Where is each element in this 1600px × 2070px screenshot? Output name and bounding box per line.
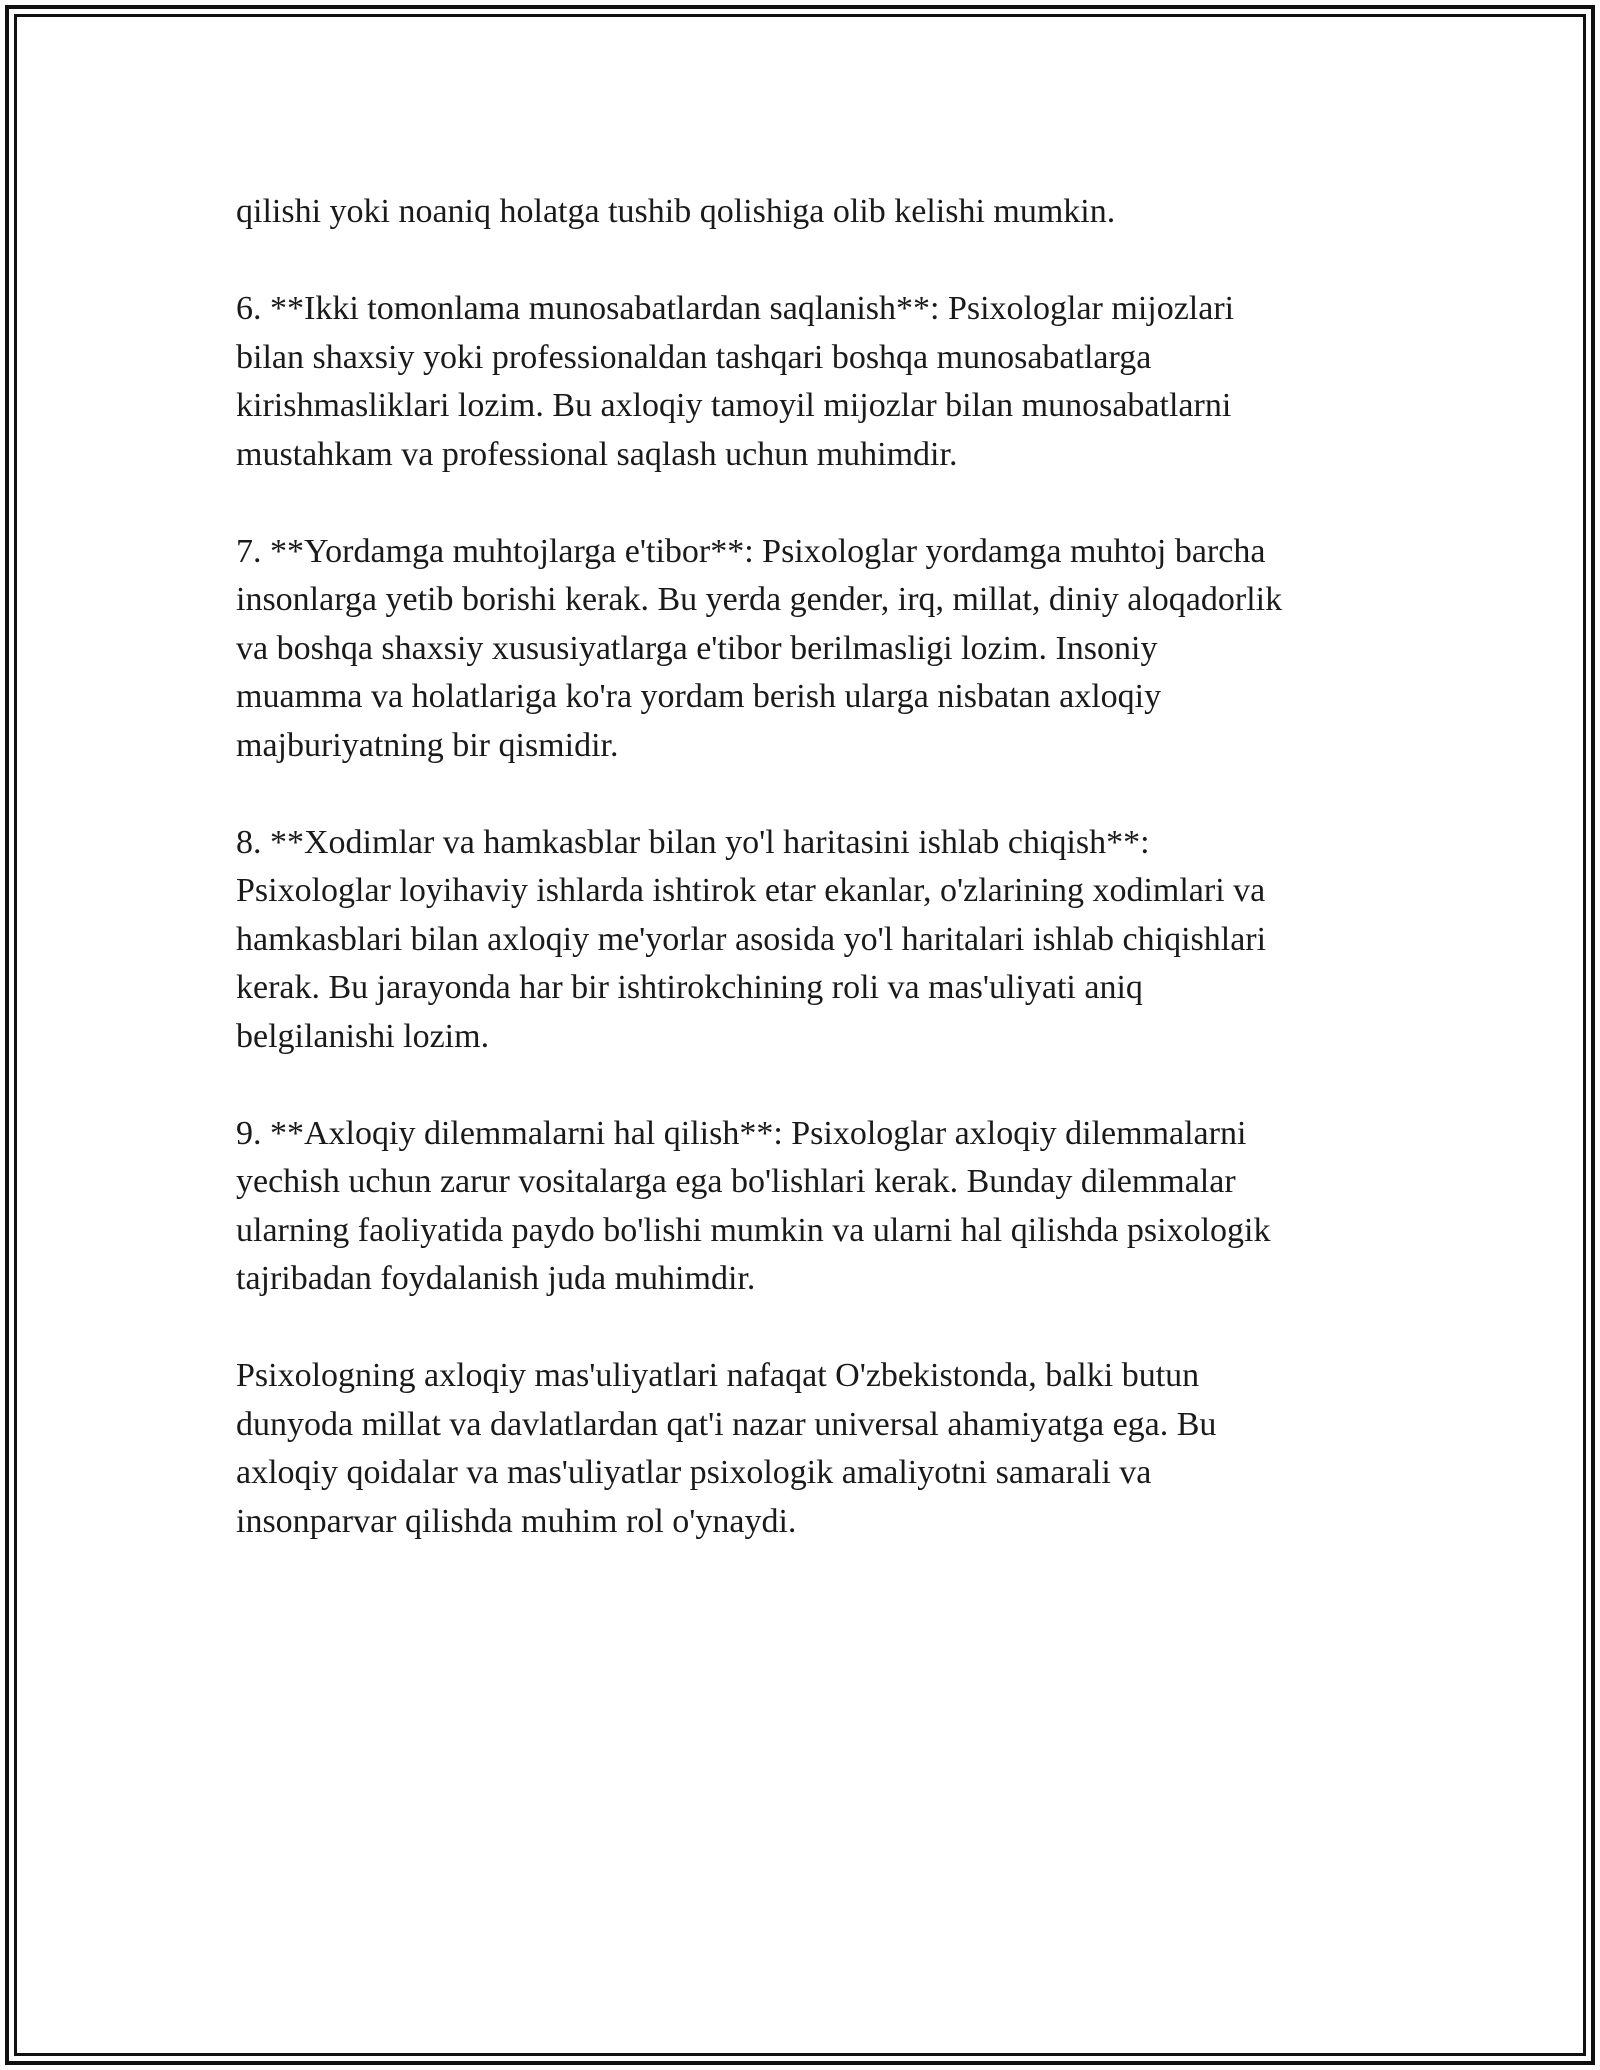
paragraph-item-8: 8. **Xodimlar va hamkasblar bilan yo'l haritasini ishlab chiqish**: Psixologlar loyihaviy ishlarda ishtirok etar ekanlar, o'zlarining xodimlari va hamkasblari bilan axloqiy me'yorlar asosida yo'l haritalari ishlab chiqishlari kerak. Bu jarayonda har bir ishtirokchining roli va mas'uliyati aniq belgilanishi lozim. <box>236 823 1267 1055</box>
paragraph-conclusion: Psixologning axloqiy mas'uliyatlari nafaqat O'zbekistonda, balki butun dunyoda millat va davlatlardan qat'i nazar universal ahamiyatga ega. Bu axloqiy qoidalar va mas'uliyatlar psixologik amaliyotni samarali va insonparvar qilishda muhim rol o'ynaydi. <box>236 1357 1217 1540</box>
paragraph-continuation: qilishi yoki noaniq holatga tushib qolishiga olib kelishi mumkin. <box>236 193 1116 230</box>
paragraph-item-7: 7. **Yordamga muhtojlarga e'tibor**: Psixologlar yordamga muhtoj barcha insonlarga yetib borishi kerak. Bu yerda gender, irq, millat, diniy aloqadorlik va boshqa shaxsiy xususiyatlarga e'tibor berilmasligi lozim. Insoniy muamma va holatlariga ko'ra yordam berish ularga nisbatan axloqiy majburiyatning bir qismidir. <box>236 532 1283 764</box>
paragraph-item-9: 9. **Axloqiy dilemmalarni hal qilish**: Psixologlar axloqiy dilemmalarni yechish uchun zarur vositalarga ega bo'lishlari kerak. Bunday dilemmalar ularning faoliyatida paydo bo'lishi mumkin va ularni hal qilishda psixologik tajribadan foydalanish juda muhimdir. <box>236 1114 1271 1298</box>
document-body <box>236 188 1386 1595</box>
paragraph-item-6: 6. **Ikki tomonlama munosabatlardan saqlanish**: Psixologlar mijozlari bilan shaxsiy yoki professionaldan tashqari boshqa munosabatlarga kirishmasliklari lozim. Bu axloqiy tamoyil mijozlar bilan munosabatlarni mustahkam va professional saqlash uchun muhimdir. <box>236 290 1235 473</box>
